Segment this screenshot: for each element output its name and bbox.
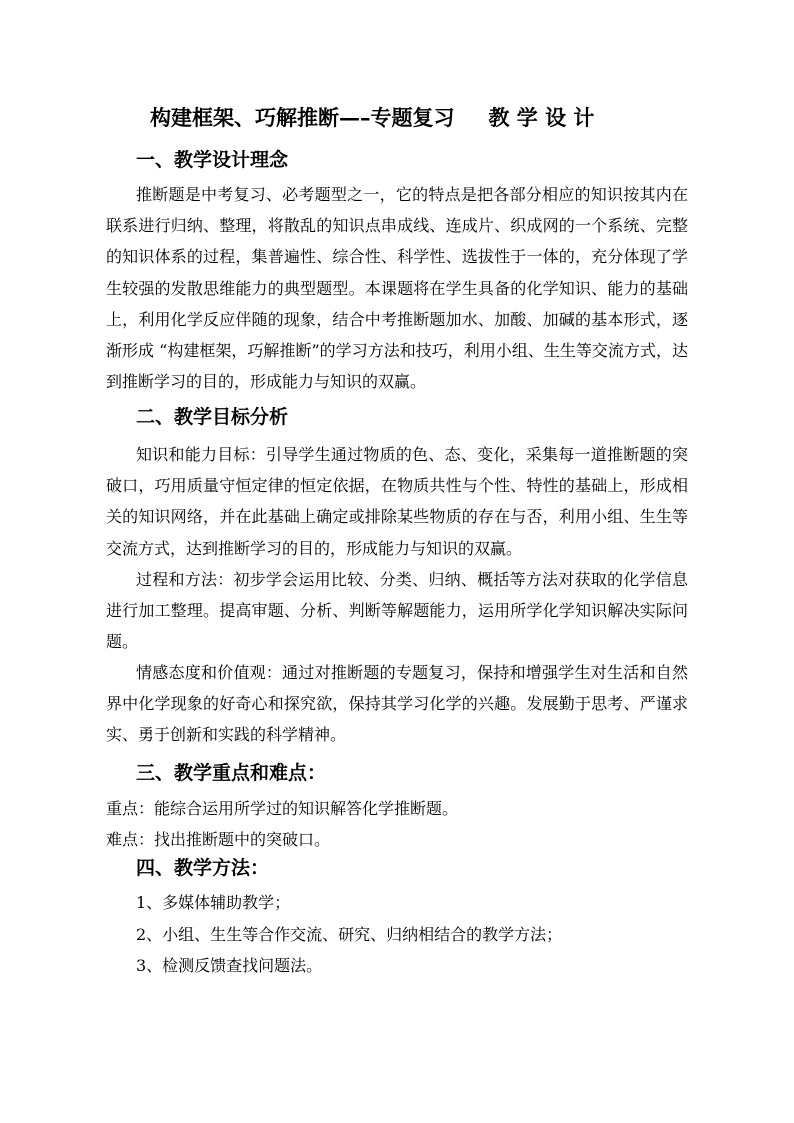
document-title-sub: 教 学 设 计 bbox=[488, 105, 595, 130]
list-item-method-1: 1、多媒体辅助教学； bbox=[136, 893, 291, 912]
document-title bbox=[150, 104, 650, 132]
paragraph-emotion-values-goal: 情感态度和价值观：通过对推断题的专题复习，保持和增强学生对生活和自然界中化学现象的好奇心和探究欲，保持其学习化学的兴趣。发展勤于思考、严谨求实、勇于创新和实践的科学精神。 bbox=[106, 663, 688, 745]
section-heading-teaching-methods: 四、教学方法： bbox=[136, 857, 270, 879]
list-item-method-3: 3、检测反馈查找问题法。 bbox=[136, 956, 323, 975]
section-heading-design-concept: 一、教学设计理念 bbox=[136, 149, 289, 171]
list-item-method-2: 2、小组、生生等合作交流、研究、归纳相结合的教学方法； bbox=[136, 925, 563, 944]
paragraph-design-concept: 推断题是中考复习、必考题型之一，它的特点是把各部分相应的知识按其内在联系进行归纳、整理，将散乱的知识点串成线、连成片、织成网的一个系统、完整的知识体系的过程，集普遍性、综合性、科学性、选拔性于一体的，充分体现了学生较强的发散思维能力的典型题型。本课题将在学生具备的化学知识、能力的基础上，利用化学反应伴随的现象，结合中考推断题加水、加酸、加碱的基本形式，逐渐形成 “构建框架，巧解推断”的学习方法和技巧，利用小组、生生等交流方式，达到推断学习的目的，形成能力与知识的双赢。 bbox=[106, 185, 688, 392]
line-difficult-point: 难点：找出推断题中的突破口。 bbox=[106, 830, 331, 849]
document-title-main: 构建框架、巧解推断—–专题复习 bbox=[150, 105, 455, 130]
section-heading-objectives: 二、教学目标分析 bbox=[136, 406, 289, 428]
section-heading-key-points: 三、教学重点和难点： bbox=[136, 762, 327, 784]
line-key-point: 重点：能综合运用所学过的知识解答化学推断题。 bbox=[106, 799, 459, 818]
paragraph-process-method-goal: 过程和方法：初步学会运用比较、分类、归纳、概括等方法对获取的化学信息进行加工整理。提高审题、分析、判断等解题能力，运用所学化学知识解决实际问题。 bbox=[106, 570, 688, 652]
paragraph-knowledge-ability-goal: 知识和能力目标：引导学生通过物质的色、态、变化，采集每一道推断题的突破口，巧用质量守恒定律的恒定依据，在物质共性与个性、特性的基础上，形成相关的知识网络，并在此基础上确定或排除某些物质的存在与否，利用小组、生生等交流方式，达到推断学习的目的，形成能力与知识的双赢。 bbox=[106, 445, 688, 558]
